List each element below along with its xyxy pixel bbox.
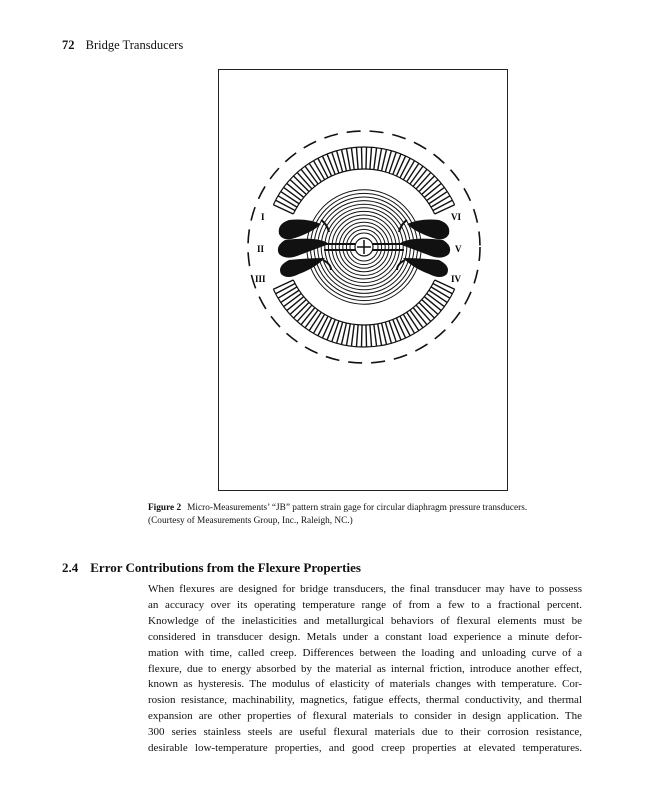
grid-strand	[382, 323, 387, 344]
grid-strand	[374, 324, 377, 346]
grid-strand	[400, 158, 410, 178]
grid-strand	[433, 283, 452, 293]
grid-strand	[431, 287, 450, 298]
grid-strand	[278, 287, 297, 298]
grid-strand	[273, 280, 293, 289]
strain-gage-illustration	[219, 70, 509, 492]
grid-strand	[351, 324, 354, 346]
body-line: 300 series stainless steels are useful flexural materials due to their corrosion resistance,	[148, 726, 582, 739]
grid-strand	[400, 316, 410, 336]
grid-strand	[403, 161, 414, 180]
left-solder-tabs	[278, 220, 347, 278]
grid-strand	[322, 156, 331, 176]
figure-label: Figure 2	[148, 503, 182, 513]
grid-end-loop	[293, 169, 434, 214]
grid-strand	[318, 158, 328, 178]
tab-label-II: II	[257, 244, 265, 254]
body-paragraph	[148, 582, 582, 757]
section-title: Error Contributions from the Flexure Properties	[90, 560, 361, 575]
running-head	[62, 38, 183, 53]
grid-strand	[356, 325, 358, 347]
figure-frame	[218, 69, 508, 491]
page-number: 72	[62, 38, 75, 52]
tab-label-I: I	[261, 212, 265, 222]
grid-strand	[366, 147, 367, 169]
running-title: Bridge Transducers	[85, 38, 184, 52]
grid-strand	[273, 205, 293, 214]
tab-label-VI: VI	[451, 212, 462, 222]
grid-strand	[361, 325, 362, 347]
grid-strand	[433, 200, 452, 210]
section-heading	[62, 560, 361, 576]
section-number: 2.4	[62, 560, 79, 575]
grid-strand	[366, 325, 367, 347]
body-line: flexure, due to energy absorbed by the material as internal friction, introduce another effect,	[148, 662, 582, 675]
grid-strand	[313, 161, 324, 180]
body-line: Knowledge of the inelasticities and metallurgical behaviors of flexural elements must be	[148, 614, 582, 627]
grid-strand	[370, 325, 372, 347]
body-line: known as hysteresis. The modulus of elasticity of materials changes with temperature. Cor-	[148, 678, 582, 691]
grid-strand	[374, 148, 377, 170]
tab-label-III: III	[255, 274, 266, 284]
grid-strand	[356, 147, 358, 169]
grid-strand	[342, 323, 347, 344]
grid-strand	[342, 150, 347, 171]
grid-strand	[318, 316, 328, 336]
grid-strand	[346, 324, 350, 346]
grid-strand	[276, 283, 295, 293]
caption-line-2: (Courtesy of Measurements Group, Inc., Raleigh, NC.)	[148, 516, 353, 526]
grid-strand	[276, 200, 295, 210]
body-line: an accuracy over its operating temperature range of from a few to a fractional percent.	[148, 598, 582, 611]
caption-line-1: Micro-Measurements’ “JB” pattern strain gage for circular diaphragm pressure transducers.	[187, 503, 528, 513]
grid-strand	[370, 147, 372, 169]
grid-strand	[378, 149, 382, 171]
tab-label-IV: IV	[451, 274, 462, 284]
right-solder-tabs	[381, 220, 450, 278]
tab-label-V: V	[455, 244, 462, 254]
grid-strand	[382, 150, 387, 171]
body-line: When flexures are designed for bridge transducers, the final transducer may have to possess	[148, 583, 582, 595]
grid-strand	[396, 318, 405, 338]
grid-strand	[313, 314, 324, 333]
grid-strand	[378, 324, 382, 346]
grid-strand	[322, 318, 331, 338]
grid-end-loop	[293, 280, 434, 325]
grid-strand	[351, 148, 354, 170]
grid-strand	[396, 156, 405, 176]
body-line: mation with time, called creep. Differences between the loading and unloading curve of a	[148, 646, 582, 659]
grid-strand	[346, 149, 350, 171]
grid-strand	[361, 147, 362, 169]
body-line: rosion resistance, machinability, magnetics, fatigue effects, thermal conductivity, and thermal	[148, 694, 582, 707]
body-line: expansion are other properties of flexural materials to consider in design application. The	[148, 710, 582, 723]
grid-strand	[278, 196, 297, 207]
body-line: desirable low-temperature properties, and good creep properties at elevated temperatures.	[148, 742, 582, 755]
grid-strand	[431, 196, 450, 207]
body-line: considered in transducer design. Metals under a constant load experience a minute defor-	[148, 630, 582, 643]
grid-strand	[403, 314, 414, 333]
figure-caption	[148, 502, 588, 528]
